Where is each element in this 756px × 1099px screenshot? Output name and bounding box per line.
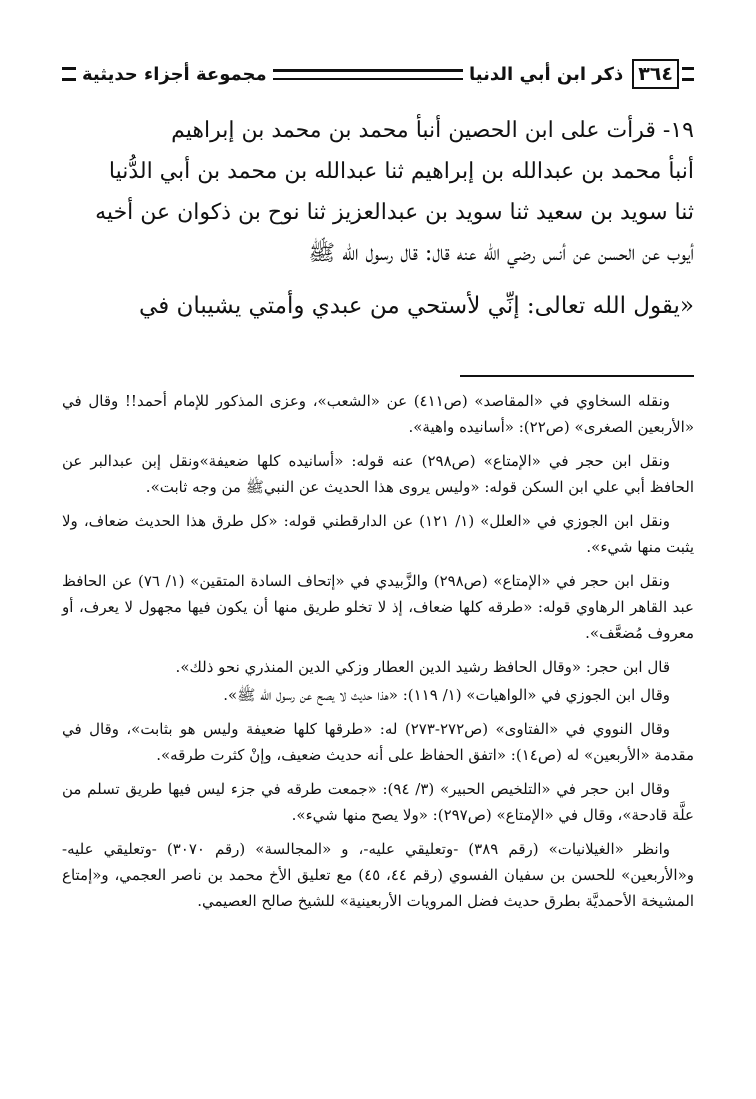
main-text	[62, 110, 694, 327]
main-line: أيوب عن الحسن عن أنس رضي الله عنه قال: قال رسول الله ﷺ	[308, 241, 694, 266]
header-rule-cap	[62, 67, 76, 81]
footnotes	[62, 388, 694, 922]
main-line: ثنا سويد بن سعيد ثنا سويد بن عبدالعزيز ثنا نوح بن ذكوان عن أخيه	[95, 200, 694, 225]
footnote-paragraph: ونقل ابن حجر في «الإمتاع» (ص٢٩٨) والزَّبيدي في «إتحاف السادة المتقين» (١/ ٧٦) عن الحافظ عبد القاهر الرهاوي قوله: «طرقه كلها ضعاف، إذ لا تخلو طريق منها أن يكون فيها مجهول لا يعرف، أو معروف مُضعَّف».	[62, 572, 694, 642]
main-line: ١٩- قرأت على ابن الحصين أنبأ محمد بن محمد بن إبراهيم	[171, 118, 694, 143]
footnote-paragraph: ونقل ابن الجوزي في «العلل» (١/ ١٢١) عن الدارقطني قوله: «كل طرق هذا الحديث ضعاف، ولا يثبت منها شيء».	[62, 512, 694, 556]
footnote-paragraph: ونقل ابن حجر في «الإمتاع» (ص٢٩٨) عنه قوله: «أسانيده كلها ضعيفة»ونقل إبن عبدالبر عن الحافظ أبي علي ابن السكن قوله: «وليس يروى هذا الحديث عن النبيﷺ من وجه ثابت».	[62, 452, 694, 496]
header-title-left: ذكر ابن أبي الدنيا	[469, 63, 624, 85]
footnote-paragraph: وانظر «الغيلانيات» (رقم ٣٨٩) -وتعليقي عليه-، و «المجالسة» (رقم ٣٠٧٠) -وتعليقي عليه- و«الأربعين» للحسن بن سفيان الفسوي (رقم ٤٤، ٤٥) مع تعليق الأخ محمد بن ناصر العجمي، و«إمتاع المشيخة الأحمديَّة بطرق حديث فضل المرويات الأربعينية» للشيخ صالح العصيمي.	[62, 840, 695, 910]
footnote-paragraph: وقال ابن حجر في «التلخيص الحبير» (٣/ ٩٤): «جمعت طرقه في جزء ليس فيها طريق تسلم من علَّة قادحة»، وقال في «الإمتاع» (ص٢٩٧): «ولا يصح منها شيء».	[62, 780, 694, 824]
footnote-paragraph: وقال ابن الجوزي في «الواهيات» (١/ ١١٩): «هذا حديث لا يصح عن رسول الله ﷺ».	[223, 686, 670, 704]
header-title-right: مجموعة أجزاء حديثية	[82, 63, 267, 85]
main-line: أنبأ محمد بن عبدالله بن إبراهيم ثنا عبدالله بن محمد بن أبي الدُّنيا	[108, 159, 694, 184]
running-header	[62, 56, 694, 92]
footnote-separator	[460, 375, 694, 377]
header-rule	[273, 69, 463, 80]
footnote-paragraph: ونقله السخاوي في «المقاصد» (ص٤١١) عن «الشعب»، وعزى المذكور للإمام أحمد!! وقال في «الأربعين الصغرى» (ص٢٢): «أسانيده واهية».	[62, 392, 694, 436]
footnote-paragraph: وقال النووي في «الفتاوى» (ص٢٧٢-٢٧٣) له: «طرقها كلها ضعيفة وليس هو بثابت»، وقال في مقدمة «الأربعين» له (ص١٤): «اتفق الحفاظ على أنه حديث ضعيف، وإنْ كثرت طرقه».	[62, 720, 694, 764]
footnote-paragraph: قال ابن حجر: «وقال الحافظ رشيد الدين العطار وزكي الدين المنذري نحو ذلك».	[175, 658, 670, 676]
page-number: ٣٦٤	[632, 59, 679, 89]
header-rule-cap	[682, 67, 694, 81]
hadith-text: «يقول الله تعالى: إنِّي لأستحي من عبدي وأمتي يشيبان في	[139, 293, 694, 319]
